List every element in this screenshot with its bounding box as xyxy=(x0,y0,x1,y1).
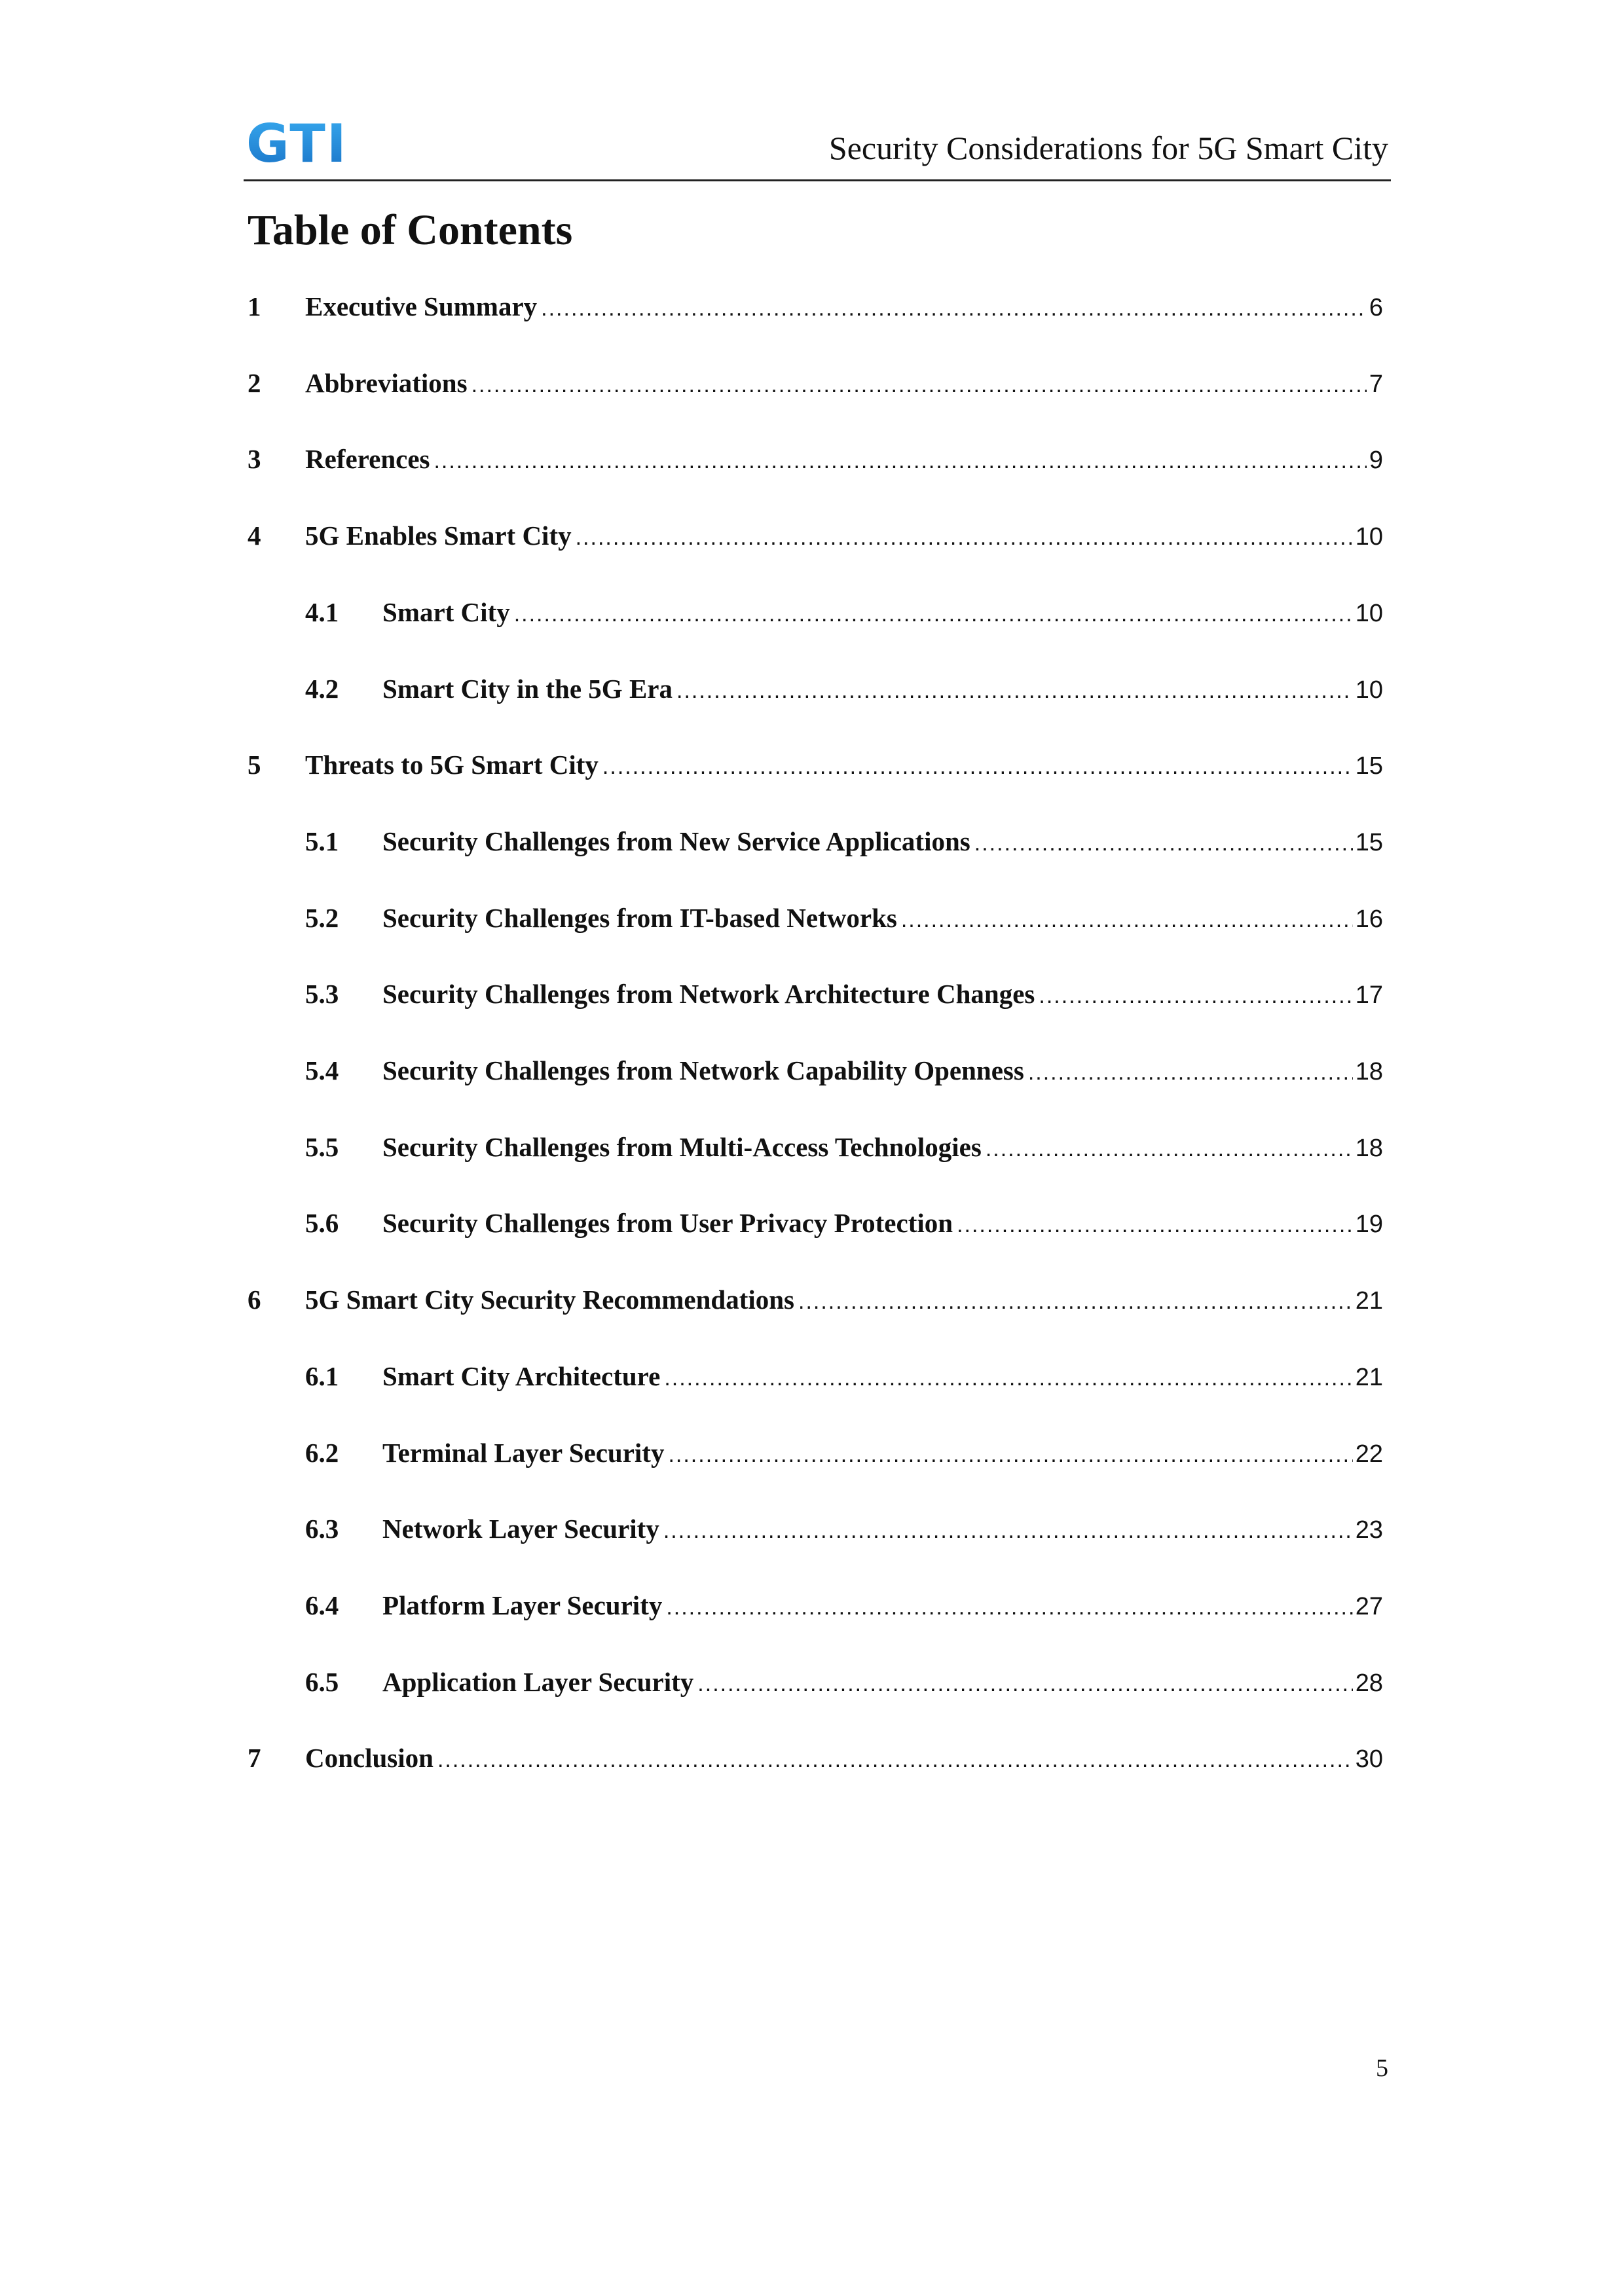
toc-entry-title: Executive Summary xyxy=(305,291,538,321)
toc-entry-title: References xyxy=(305,444,430,474)
toc-dot-leader xyxy=(514,593,1353,635)
toc-entry[interactable] xyxy=(248,362,1383,404)
toc-entry-page: 19 xyxy=(1355,1211,1383,1238)
toc-entry-page: 22 xyxy=(1355,1440,1383,1468)
toc-entry-number: 1 xyxy=(248,291,261,321)
toc-entry-page: 7 xyxy=(1369,371,1383,398)
toc-entry-title: Smart City in the 5G Era xyxy=(382,674,673,704)
toc-entry[interactable] xyxy=(248,1279,1383,1321)
toc-entry[interactable] xyxy=(305,1508,1383,1550)
toc-entry-number: 5.4 xyxy=(305,1055,339,1085)
toc-entry-title: Application Layer Security xyxy=(382,1667,694,1697)
toc-dot-leader xyxy=(986,1128,1353,1170)
toc-entry[interactable] xyxy=(305,1584,1383,1626)
toc-entry-title: 5G Smart City Security Recommendations xyxy=(305,1285,795,1315)
toc-entry-number: 6.2 xyxy=(305,1438,339,1468)
toc-dot-leader xyxy=(434,440,1366,482)
toc-entry-title: Security Challenges from User Privacy Protection xyxy=(382,1208,953,1238)
toc-entry-number: 3 xyxy=(248,444,261,474)
toc-entry-number: 5.5 xyxy=(305,1132,339,1162)
toc-entry-number: 4.1 xyxy=(305,597,339,627)
toc-entry[interactable] xyxy=(305,1355,1383,1397)
toc-dot-leader xyxy=(663,1510,1353,1552)
toc-dot-leader xyxy=(602,746,1353,788)
toc-entry-page: 23 xyxy=(1355,1516,1383,1544)
toc-entry[interactable] xyxy=(305,897,1383,939)
toc-entry-number: 6.5 xyxy=(305,1667,339,1697)
toc-entry[interactable] xyxy=(305,668,1383,710)
toc-entry-title: Threats to 5G Smart City xyxy=(305,750,599,780)
toc-entry[interactable] xyxy=(305,973,1383,1015)
toc-entry-page: 10 xyxy=(1355,600,1383,627)
toc-entry-number: 5.3 xyxy=(305,979,339,1009)
toc-entry-page: 10 xyxy=(1355,523,1383,551)
toc-entry-page: 27 xyxy=(1355,1593,1383,1620)
toc-dot-leader xyxy=(541,287,1367,329)
toc-entry-page: 18 xyxy=(1355,1135,1383,1162)
toc-entry-number: 5.1 xyxy=(305,826,339,856)
toc-entry-page: 30 xyxy=(1355,1745,1383,1773)
toc-dot-leader xyxy=(697,1663,1352,1705)
toc-entry-title: Conclusion xyxy=(305,1743,434,1773)
toc-entry-page: 16 xyxy=(1355,905,1383,933)
toc-entry-page: 9 xyxy=(1369,446,1383,474)
toc-entry[interactable] xyxy=(305,1661,1383,1703)
toc-entry[interactable] xyxy=(248,285,1383,327)
toc-entry-page: 28 xyxy=(1355,1669,1383,1697)
toc-dot-leader xyxy=(1028,1051,1353,1093)
toc-entry-title: Security Challenges from Multi-Access Technologies xyxy=(382,1132,982,1162)
toc-entry[interactable] xyxy=(305,1432,1383,1474)
toc-entry[interactable] xyxy=(305,1202,1383,1244)
toc-entry-title: Terminal Layer Security xyxy=(382,1438,665,1468)
toc-entry-page: 15 xyxy=(1355,829,1383,856)
toc-dot-leader xyxy=(576,517,1353,558)
toc-entry-page: 15 xyxy=(1355,752,1383,780)
toc-dot-leader xyxy=(901,899,1353,941)
toc-entry-number: 5.2 xyxy=(305,903,339,933)
toc-entry-title: Platform Layer Security xyxy=(382,1590,663,1620)
toc-entry-number: 6 xyxy=(248,1285,261,1315)
toc-entry-title: Abbreviations xyxy=(305,368,468,398)
toc-entry[interactable] xyxy=(248,1737,1383,1779)
toc-entry-page: 21 xyxy=(1355,1364,1383,1391)
toc-entry-title: Network Layer Security xyxy=(382,1514,659,1544)
toc-entry-title: Security Challenges from New Service Applications xyxy=(382,826,970,856)
toc-entry-number: 6.1 xyxy=(305,1361,339,1391)
toc-entry-number: 4 xyxy=(248,520,261,551)
toc-dot-leader xyxy=(798,1281,1353,1322)
toc-entry-page: 21 xyxy=(1355,1287,1383,1315)
document-title: Security Considerations for 5G Smart City xyxy=(828,130,1388,166)
toc-dot-leader xyxy=(974,822,1353,864)
toc-entry-title: Security Challenges from Network Capability Openness xyxy=(382,1055,1024,1085)
toc-dot-leader xyxy=(1039,975,1352,1017)
toc-entry-number: 6.3 xyxy=(305,1514,339,1544)
toc-dot-leader xyxy=(666,1586,1352,1628)
toc-entry-number: 6.4 xyxy=(305,1590,339,1620)
toc-entry[interactable] xyxy=(248,438,1383,480)
page-number: 5 xyxy=(1376,2054,1388,2082)
toc-dot-leader xyxy=(957,1204,1353,1246)
toc-dot-leader xyxy=(668,1434,1352,1476)
toc-entry[interactable] xyxy=(305,1049,1383,1091)
toc-entry-page: 10 xyxy=(1355,676,1383,704)
toc-entry-number: 5.6 xyxy=(305,1208,339,1238)
toc-entry-title: Smart City xyxy=(382,597,510,627)
toc-entry-title: Security Challenges from IT-based Networks xyxy=(382,903,897,933)
toc-entry-title: Smart City Architecture xyxy=(382,1361,661,1391)
toc-entry-page: 6 xyxy=(1369,294,1383,321)
toc-entry[interactable] xyxy=(305,591,1383,633)
toc-entry[interactable] xyxy=(248,744,1383,786)
toc-entry-page: 17 xyxy=(1355,981,1383,1009)
toc-entry-title: Security Challenges from Network Architecture Changes xyxy=(382,979,1035,1009)
toc-dot-leader xyxy=(676,670,1353,712)
toc-dot-leader xyxy=(437,1739,1353,1781)
toc-heading: Table of Contents xyxy=(248,206,573,254)
gti-logo: GTI xyxy=(246,113,348,174)
toc-dot-leader xyxy=(471,364,1367,406)
toc-entry[interactable] xyxy=(305,1126,1383,1168)
toc-entry-page: 18 xyxy=(1355,1058,1383,1085)
toc-entry-number: 2 xyxy=(248,368,261,398)
toc-dot-leader xyxy=(664,1357,1352,1399)
toc-entry-number: 4.2 xyxy=(305,674,339,704)
toc-entry[interactable] xyxy=(305,820,1383,862)
toc-entry-number: 5 xyxy=(248,750,261,780)
toc-entry-title: 5G Enables Smart City xyxy=(305,520,572,551)
toc-entry-number: 7 xyxy=(248,1743,261,1773)
toc-entry[interactable] xyxy=(248,515,1383,556)
